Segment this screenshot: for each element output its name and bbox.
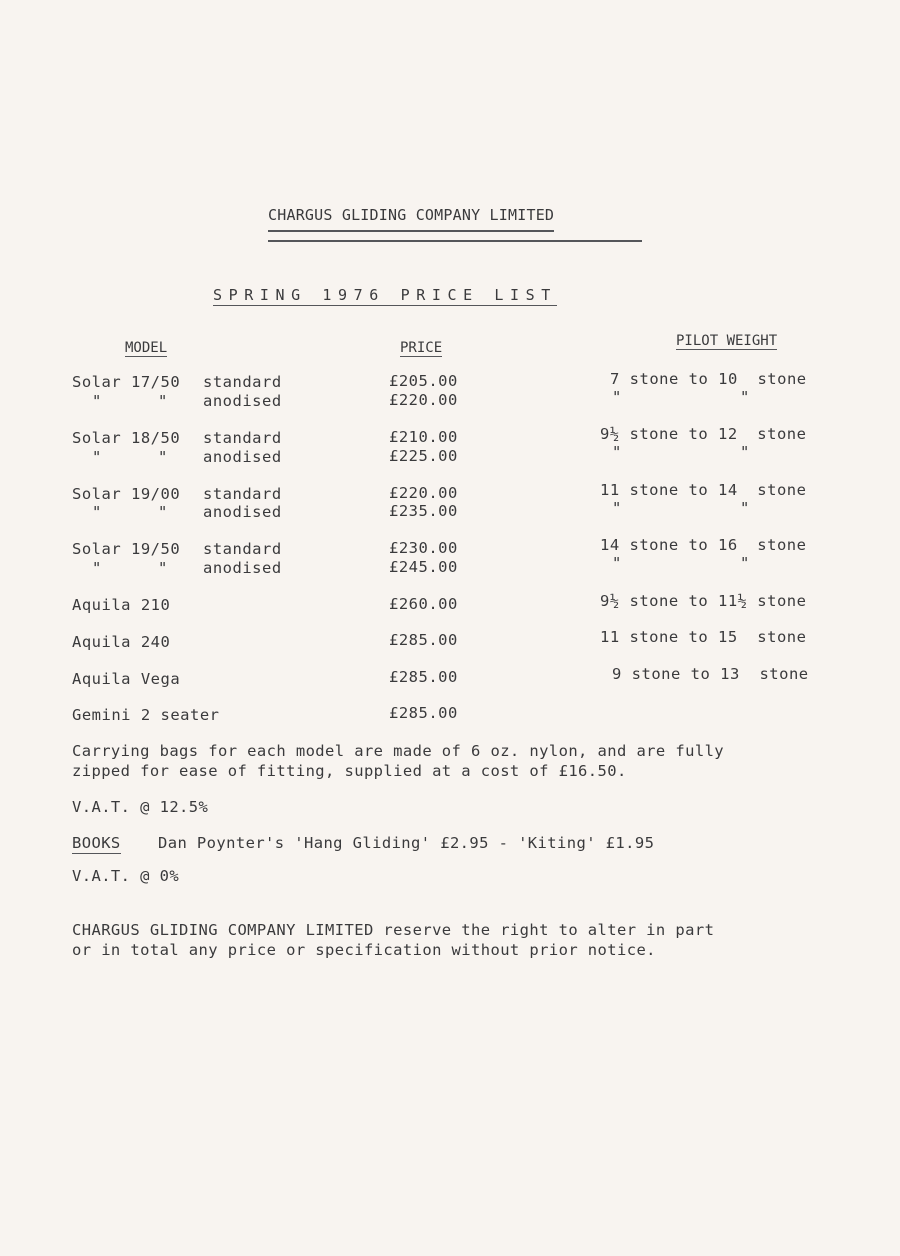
model-name: Gemini 2 seater (72, 706, 220, 724)
model-price: £210.00 (389, 428, 458, 446)
ditto-mark: " (612, 443, 622, 461)
model-price: £235.00 (389, 502, 458, 520)
ditto-mark: " (92, 559, 102, 577)
pilot-weight: 7 stone to 10 stone (610, 370, 807, 388)
model-name: Solar 18/50 (72, 429, 181, 447)
ditto-mark: " (612, 554, 622, 572)
pilot-weight: 11 stone to 14 stone (600, 481, 807, 499)
ditto-mark: " (158, 559, 168, 577)
vat-rate-note: V.A.T. @ 12.5% (72, 798, 209, 816)
model-price: £285.00 (389, 704, 458, 722)
model-variant: anodised (203, 392, 282, 410)
model-price: £225.00 (389, 447, 458, 465)
pilot-weight: 9½ stone to 12 stone (600, 425, 807, 443)
books-label: BOOKS (72, 834, 121, 852)
column-header-model: MODEL (125, 340, 168, 356)
model-price: £205.00 (389, 372, 458, 390)
ditto-mark: " (92, 392, 102, 410)
carrying-bags-note-line: Carrying bags for each model are made of 6 oz. nylon, and are fully (72, 742, 725, 760)
pilot-weight: 11 stone to 15 stone (600, 628, 807, 646)
pilot-weight: 9½ stone to 11½ stone (600, 592, 807, 610)
disclaimer-line: or in total any price or specification without prior notice. (72, 941, 656, 959)
model-variant: anodised (203, 448, 282, 466)
vat-zero-note: V.A.T. @ 0% (72, 867, 180, 885)
column-header-price: PRICE (400, 340, 443, 356)
company-title: CHARGUS GLIDING COMPANY LIMITED (268, 206, 554, 232)
model-price: £285.00 (389, 668, 458, 686)
model-price: £260.00 (389, 595, 458, 613)
model-name: Solar 17/50 (72, 373, 181, 391)
model-variant: anodised (203, 503, 282, 521)
books-text: Dan Poynter's 'Hang Gliding' £2.95 - 'Kiting' £1.95 (158, 834, 655, 852)
pilot-weight: 9 stone to 13 stone (612, 665, 809, 683)
model-name: Aquila Vega (72, 670, 181, 688)
ditto-mark: " (740, 499, 750, 517)
model-variant: standard (203, 429, 282, 447)
model-variant: anodised (203, 559, 282, 577)
model-price: £220.00 (389, 391, 458, 409)
price-list-subtitle: SPRING 1976 PRICE LIST (213, 286, 557, 304)
ditto-mark: " (158, 392, 168, 410)
model-price: £285.00 (389, 631, 458, 649)
ditto-mark: " (740, 388, 750, 406)
ditto-mark: " (740, 554, 750, 572)
pilot-weight: 14 stone to 16 stone (600, 536, 807, 554)
ditto-mark: " (92, 503, 102, 521)
ditto-mark: " (612, 499, 622, 517)
model-price: £230.00 (389, 539, 458, 557)
model-variant: standard (203, 373, 282, 391)
model-name: Solar 19/00 (72, 485, 181, 503)
title-double-underline (268, 240, 642, 242)
disclaimer-line: CHARGUS GLIDING COMPANY LIMITED reserve the right to alter in part (72, 921, 715, 939)
model-price: £220.00 (389, 484, 458, 502)
carrying-bags-note-line: zipped for ease of fitting, supplied at a cost of £16.50. (72, 762, 627, 780)
model-variant: standard (203, 485, 282, 503)
model-name: Aquila 210 (72, 596, 171, 614)
ditto-mark: " (612, 388, 622, 406)
model-variant: standard (203, 540, 282, 558)
ditto-mark: " (158, 503, 168, 521)
model-name: Aquila 240 (72, 633, 171, 651)
model-price: £245.00 (389, 558, 458, 576)
model-name: Solar 19/50 (72, 540, 181, 558)
ditto-mark: " (740, 443, 750, 461)
ditto-mark: " (158, 448, 168, 466)
ditto-mark: " (92, 448, 102, 466)
column-header-pilot-weight: PILOT WEIGHT (676, 333, 778, 349)
